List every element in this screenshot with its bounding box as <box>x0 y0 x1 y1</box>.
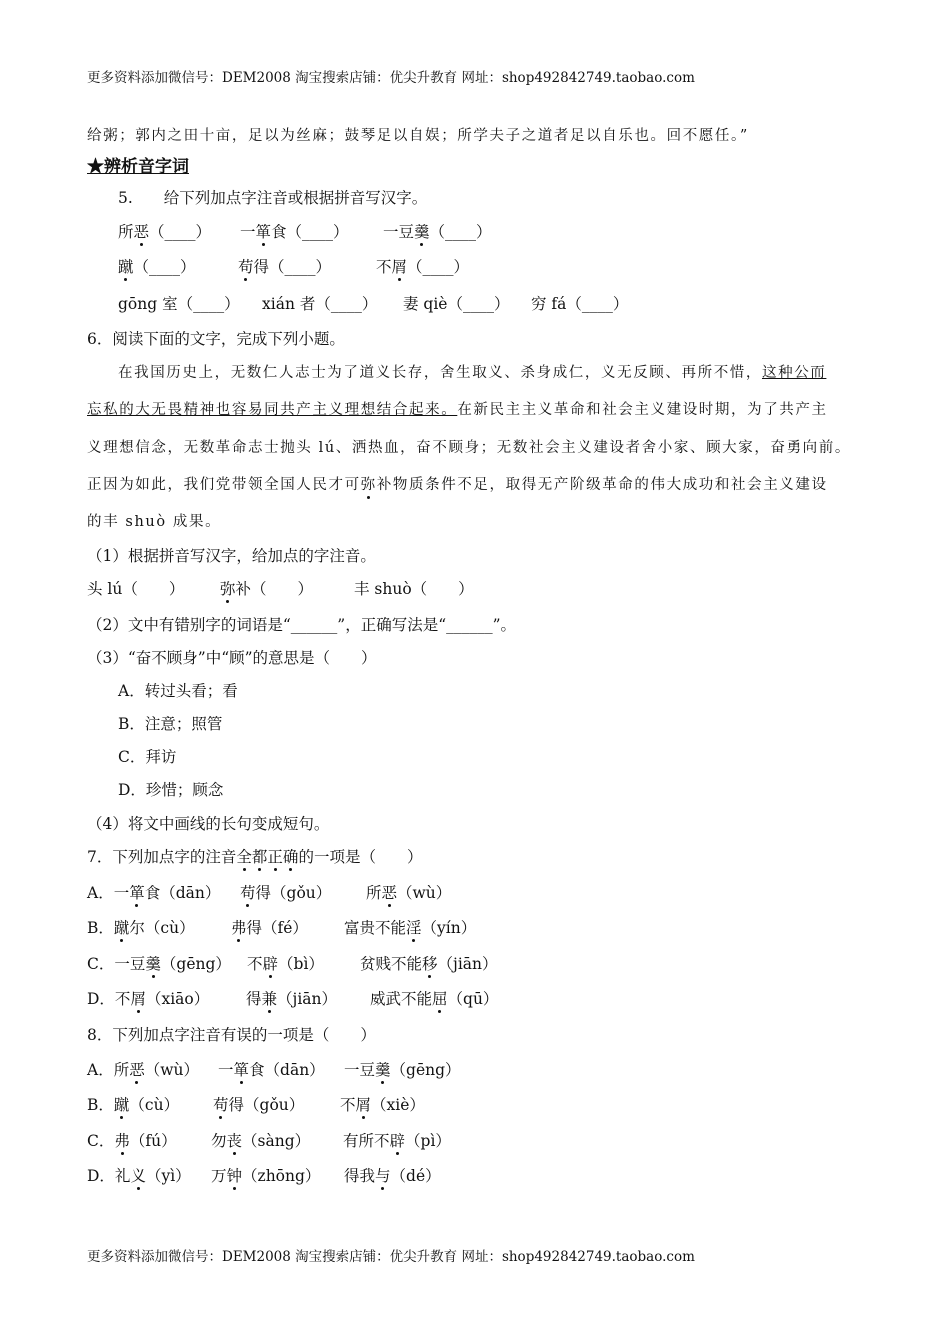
q5-row2-item: 苟得（____） <box>238 258 332 276</box>
dotted-char: 屈 <box>432 990 448 1008</box>
dotted-char: 弗 <box>231 919 247 937</box>
q8-option: B．蹴（cù） <box>87 1096 180 1114</box>
q8-option: C．弗（fú） <box>87 1132 177 1150</box>
q5-row3-item: xián 者（____） <box>262 295 378 313</box>
dotted-char: 苟 <box>213 1096 229 1114</box>
q8-option: 一豆羹（gēng） <box>344 1061 461 1079</box>
q7-option: 所恶（wù） <box>366 884 452 902</box>
dotted-char: 恶 <box>381 884 398 902</box>
q7-option: 贫贱不能移（jiān） <box>360 955 498 973</box>
q6-passage-line: 的丰 shuò 成果。 <box>87 514 222 530</box>
dotted-char: 羹 <box>145 955 161 973</box>
dotted-char: 钟 <box>226 1167 243 1185</box>
dotted-char: 辟 <box>389 1132 406 1150</box>
dotted-char: 与 <box>375 1167 391 1185</box>
q6-sub4: （4）将文中画线的长句变成短句。 <box>87 815 330 833</box>
q6-option: B．注意；照管 <box>118 715 223 733</box>
q6-sub3: （3）“奋不顾身”中“顾”的意思是（ ） <box>87 649 377 667</box>
q7-option: 苟得（gǒu） <box>240 884 332 902</box>
q6-passage-line: 在我国历史上，无数仁人志士为了道义长存，舍生取义、杀身成仁，义无反顾、再所不惜，这种公而 <box>118 365 827 381</box>
dotted-char: 弥 <box>360 477 377 493</box>
dotted-char: 屑 <box>130 990 146 1008</box>
dotted-char: 淫 <box>406 919 422 937</box>
q6-sub2: （2）文中有错别字的词语是“______”，正确写法是“______”。 <box>87 616 517 634</box>
q6-passage-line: 忘私的大无畏精神也容易同共产主义理想结合起来。在新民主主义革命和社会主义建设时期，为了共产主 <box>87 402 828 418</box>
underlined-sentence: 这种公而 <box>762 365 827 381</box>
dotted-char: 蹴 <box>113 919 130 937</box>
q6-option: C．拜访 <box>118 748 177 766</box>
dotted-char: 确 <box>282 848 299 866</box>
q6-passage-line: 义理想信念，无数革命志士抛头 lú、洒热血，奋不顾身；无数社会主义建设者舍小家、顾大家，奋勇向前。 <box>87 440 851 456</box>
q7-option: 得兼（jiān） <box>246 990 338 1008</box>
q7-option: B．蹴尔（cù） <box>87 919 195 937</box>
page-header: 更多资料添加微信号：DEM2008 淘宝搜索店铺：优尖升教育 网址：shop492842749.taobao.com <box>87 70 695 86</box>
q8-option: 勿丧（sàng） <box>211 1132 311 1150</box>
q8-option: 不屑（xiè） <box>340 1096 425 1114</box>
dotted-char: 屑 <box>355 1096 372 1114</box>
q5-title: 5. 给下列加点字注音或根据拼音写汉字。 <box>118 189 428 207</box>
q6-sub1-item: 弥补（ ） <box>220 580 314 598</box>
q8-option: 万钟（zhōng） <box>211 1167 321 1185</box>
q6-sub1: （1）根据拼音写汉字，给加点的字注音。 <box>87 547 376 565</box>
q5-row1-item: 一豆羹（____） <box>383 223 492 241</box>
dotted-char: 羹 <box>375 1061 391 1079</box>
dotted-char: 箪 <box>255 223 272 241</box>
q8-option: 一箪食（dān） <box>218 1061 325 1079</box>
dotted-char: 全 <box>236 848 252 866</box>
q5-row2-item: 蹴（____） <box>118 258 196 276</box>
q7-option: C．一豆羹（gēng） <box>87 955 231 973</box>
q6-title: 6．阅读下面的文字，完成下列小题。 <box>87 330 345 348</box>
q7-option: 威武不能屈（qū） <box>370 990 499 1008</box>
dotted-char: 苟 <box>240 884 256 902</box>
q8-title: 8．下列加点字注音有误的一项是（ ） <box>87 1026 376 1044</box>
q5-row2-item: 不屑（____） <box>376 258 470 276</box>
dotted-char: 箪 <box>129 884 145 902</box>
q5-row3-item: 妻 qiè（____） <box>403 295 510 313</box>
dotted-char: 恶 <box>133 223 150 241</box>
section-heading: ★辨析音字词 <box>87 157 189 177</box>
q7-option: A．一箪食（dān） <box>87 884 221 902</box>
q7-option: 富贵不能淫（yín） <box>344 919 477 937</box>
q6-sub1-item: 丰 shuò（ ） <box>354 580 474 598</box>
q7-option: 弗得（fé） <box>231 919 308 937</box>
q8-option: 有所不辟（pì） <box>343 1132 451 1150</box>
dotted-char: 蹴 <box>113 1096 130 1114</box>
dotted-char: 辟 <box>262 955 279 973</box>
q5-row3-item: gōng 室（____） <box>118 295 240 313</box>
q5-row1-item: 所恶（____） <box>118 223 212 241</box>
dotted-char: 移 <box>422 955 438 973</box>
q8-option: D．礼义（yì） <box>87 1167 191 1185</box>
dotted-char: 羹 <box>414 223 430 241</box>
q8-option: 苟得（gǒu） <box>213 1096 305 1114</box>
intro-line: 给粥；郭内之田十亩，足以为丝麻；鼓琴足以自娱；所学夫子之道者足以自乐也。回不愿任。” <box>87 128 749 144</box>
q6-option: D．珍惜；顾念 <box>118 781 224 799</box>
underlined-sentence: 忘私的大无畏精神也容易同共产主义理想结合起来。 <box>87 402 458 418</box>
q6-option: A．转过头看；看 <box>118 682 238 700</box>
q5-row1-item: 一箪食（____） <box>240 223 349 241</box>
dotted-char: 兼 <box>261 990 278 1008</box>
q6-sub1-item: 头 lú（ ） <box>87 580 185 598</box>
q6-passage-line: 正因为如此，我们党带领全国人民才可弥补物质条件不足，取得无产阶级革命的伟大成功和社会主义建设 <box>87 477 828 493</box>
dotted-char: 都 <box>251 848 268 866</box>
q8-option: A．所恶（wù） <box>87 1061 199 1079</box>
q7-title: 7．下列加点字的注音全都正确的一项是（ ） <box>87 848 423 866</box>
dotted-char: 弗 <box>114 1132 130 1150</box>
q5-row3-item: 穷 fá（____） <box>531 295 629 313</box>
dotted-char: 义 <box>130 1167 146 1185</box>
dotted-char: 丧 <box>226 1132 243 1150</box>
dotted-char: 弥 <box>220 580 236 598</box>
q8-option: 得我与（dé） <box>344 1167 441 1185</box>
page-footer: 更多资料添加微信号：DEM2008 淘宝搜索店铺：优尖升教育 网址：shop492842749.taobao.com <box>87 1249 695 1265</box>
q7-option: 不辟（bì） <box>247 955 324 973</box>
dotted-char: 正 <box>267 848 283 866</box>
dotted-char: 蹴 <box>118 258 134 276</box>
dotted-char: 箪 <box>233 1061 250 1079</box>
q7-option: D．不屑（xiāo） <box>87 990 210 1008</box>
dotted-char: 恶 <box>129 1061 145 1079</box>
dotted-char: 屑 <box>391 258 408 276</box>
dotted-char: 苟 <box>238 258 254 276</box>
